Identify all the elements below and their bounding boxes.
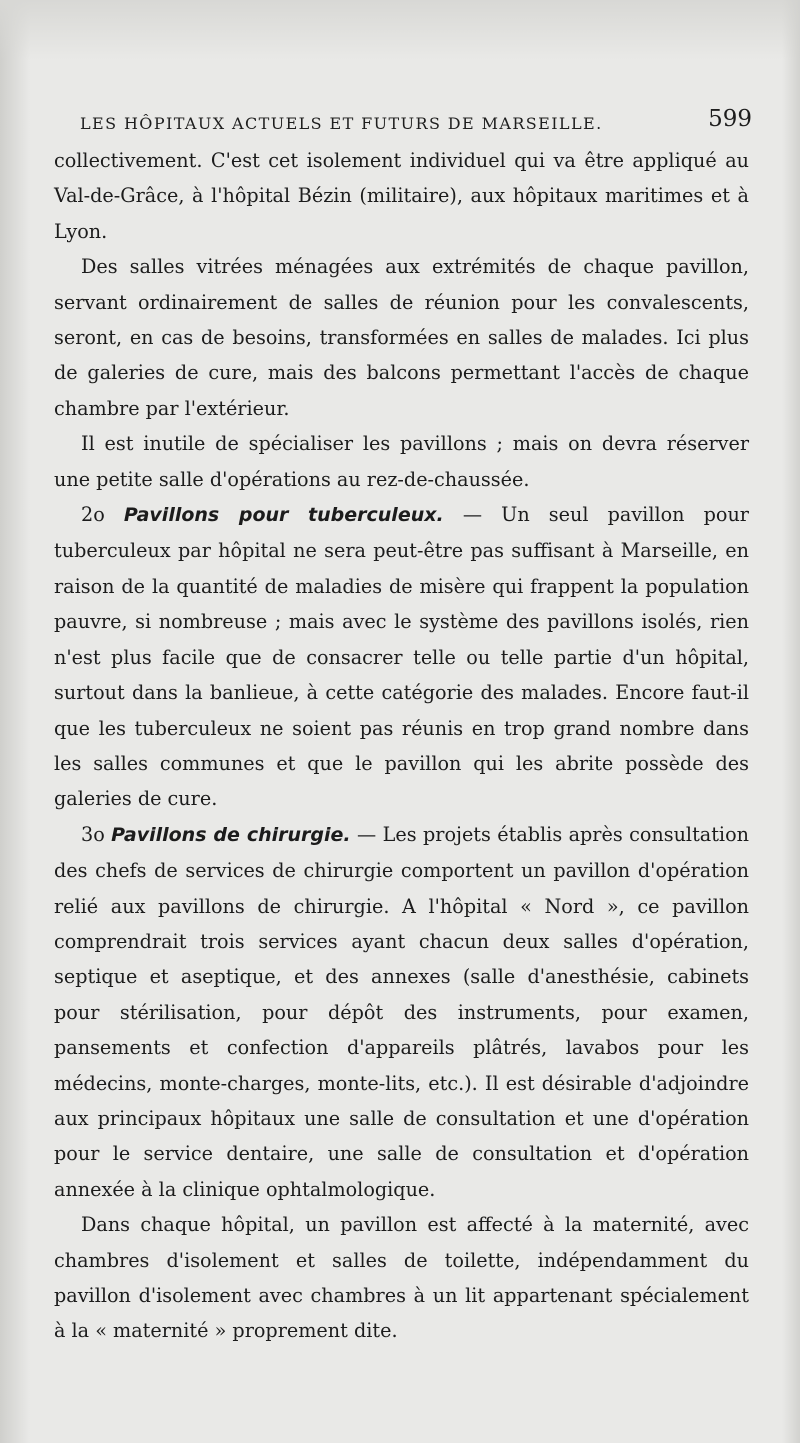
section-text: — Un seul pavillon pour tuberculeux par hôpital ne sera peut-être pas suffisant à Marseille, en raison de la quantité de maladies de misère qui frappent la population pauvre, si nombreuse ; mais avec le système des pavillons isolés, rien n'est plus facile que de consacrer telle ou telle partie d'un hôpital, surtout dans la banlieue, à cette catégorie des malades. Encore faut-il que les tuberculeux ne soient pas réunis en trop grand nombre dans les salles communes et que le pavillon qui les abrite possède des galeries de cure. <box>54 503 749 811</box>
body-text <box>54 143 749 1349</box>
section-text: — Les projets établis après consultation des chefs de services de chirurgie comportent un pavillon d'opération relié aux pavillons de chirurgie. A l'hôpital « Nord », ce pavillon comprendrait trois services ayant chacun deux salles d'opération, septique et aseptique, et des annexes (salle d'anesthésie, cabinets pour stérilisation, pour dépôt des instruments, pour examen, pansements et confection d'appareils plâtrés, lavabos pour les médecins, monte-charges, monte-lits, etc.). Il est désirable d'adjoindre aux principaux hôpitaux une salle de consultation et une d'opération pour le service dentaire, une salle de consultation et d'opération annexée à la clinique ophtalmologique. <box>54 822 749 1201</box>
paragraph-continuation: collectivement. C'est cet isolement individuel qui va être appliqué au Val-de-Grâce, à l'hôpital Bézin (militaire), aux hôpitaux maritimes et à Lyon. <box>54 149 749 243</box>
section-tuberculeux <box>54 497 749 817</box>
paragraph-salles-vitrees: Des salles vitrées ménagées aux extrémités de chaque pavillon, servant ordinairement de salles de réunion pour les convalescents, seront, en cas de besoins, transformées en salles de malades. Ici plus de galeries de cure, mais des balcons permettant l'accès de chaque chambre par l'extérieur. <box>54 255 749 420</box>
section-chirurgie <box>54 817 749 1207</box>
paragraph-specialiser: Il est inutile de spécialiser les pavillons ; mais on devra réserver une petite salle d'opérations au rez-de-chaussée. <box>54 432 749 491</box>
section-number: 2o <box>81 503 105 527</box>
running-head <box>80 106 752 146</box>
section-heading: Pavillons pour tuberculeux. <box>123 504 444 527</box>
section-number: 3o <box>81 822 105 846</box>
section-heading: Pavillons de chirurgie. <box>111 823 351 846</box>
page-number: 599 <box>708 106 752 132</box>
page-edge-shadow <box>782 0 800 1443</box>
paragraph-maternite: Dans chaque hôpital, un pavillon est affecté à la maternité, avec chambres d'isolement et salles de toilette, indépendamment du pavillon d'isolement avec chambres à un lit appartenant spécialement à la « maternité » proprement dite. <box>54 1213 749 1343</box>
running-title: LES HÔPITAUX ACTUELS ET FUTURS DE MARSEILLE. <box>80 114 603 133</box>
